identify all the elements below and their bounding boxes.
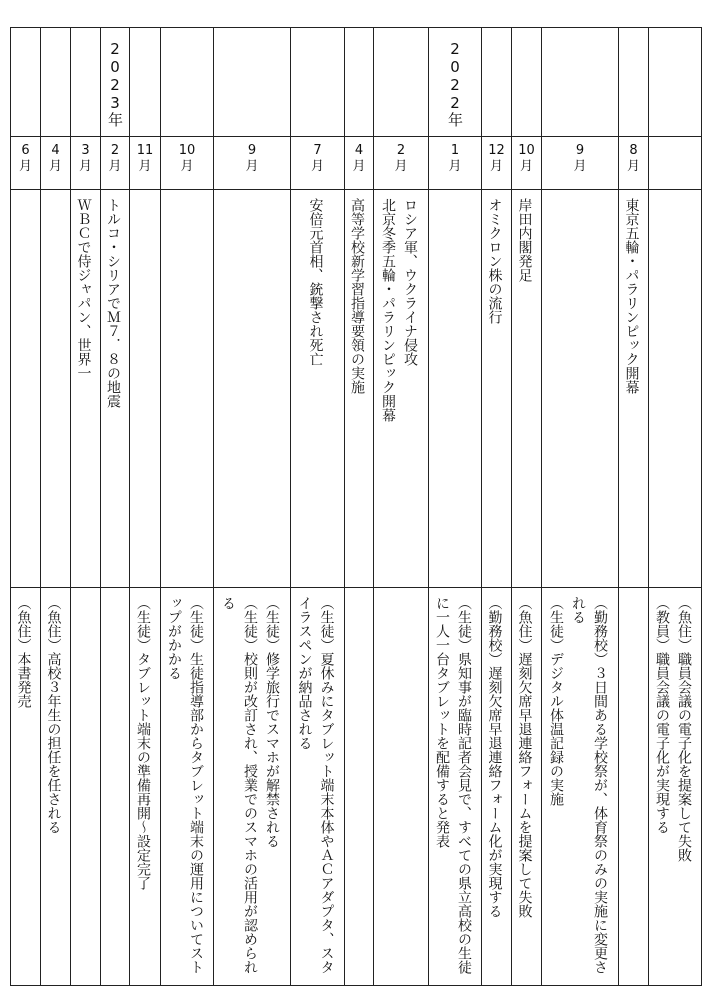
month-label: 10月 — [178, 143, 196, 174]
year-cell — [482, 28, 512, 137]
month-cell — [482, 137, 512, 190]
world-event: トルコ・シリアでＭ７．８の地震 — [105, 198, 121, 408]
personal-events-row — [11, 588, 702, 986]
month-cell — [649, 137, 702, 190]
personal-event: （魚住）遅刻欠席早退連絡フォームを提案して失敗 — [516, 596, 533, 918]
world-events-cell — [71, 190, 101, 588]
month-label: 7月 — [310, 143, 324, 174]
month-cell — [345, 137, 374, 190]
month-cell — [619, 137, 649, 190]
personal-events-cell — [482, 588, 512, 986]
personal-events-cell — [619, 588, 649, 986]
personal-events-cell — [161, 588, 214, 986]
year-cell — [11, 28, 41, 137]
month-cell — [214, 137, 291, 190]
year-cell — [214, 28, 291, 137]
world-events-cell — [345, 190, 374, 588]
personal-events-cell — [542, 588, 619, 986]
month-label: 11月 — [136, 143, 154, 174]
month-row — [11, 137, 702, 190]
world-events-cell — [41, 190, 71, 588]
year-cell — [161, 28, 214, 137]
personal-event: （生徒）夏休みにタブレット端末本体やＡＣアダプタ、スタイラスペンが納品される — [296, 596, 335, 974]
world-event: 岸田内閣発足 — [516, 198, 533, 282]
personal-events-cell — [649, 588, 702, 986]
month-label: 9月 — [573, 143, 587, 174]
world-events-cell — [619, 190, 649, 588]
month-label: 12月 — [488, 143, 505, 174]
world-event: 高等学校新学習指導要領の実施 — [349, 198, 365, 394]
personal-event: （生徒）校則が改訂され、授業でのスマホの活用が認められる — [220, 596, 258, 974]
world-events-cell — [130, 190, 161, 588]
personal-event: （魚住）高校３年生の担任を任される — [45, 596, 62, 834]
month-cell — [291, 137, 345, 190]
month-label: 1月 — [448, 143, 462, 174]
year-row — [11, 28, 702, 137]
personal-event: （勤務校）遅刻欠席早退連絡フォーム化が実現する — [486, 596, 503, 918]
year-cell — [41, 28, 71, 137]
world-events-cell — [512, 190, 542, 588]
world-event: 北京冬季五輪・パラリンピック開幕 — [380, 198, 396, 422]
month-cell — [130, 137, 161, 190]
world-events-cell — [429, 190, 482, 588]
year-cell — [71, 28, 101, 137]
month-label: 4月 — [48, 143, 62, 174]
year-cell — [619, 28, 649, 137]
personal-event: （魚住）本書発売 — [15, 596, 32, 708]
month-cell — [374, 137, 429, 190]
personal-events-cell — [11, 588, 41, 986]
personal-events-cell — [374, 588, 429, 986]
year-label: 2023年 — [106, 40, 124, 127]
month-label: 4月 — [352, 143, 366, 174]
timeline-table — [10, 27, 702, 986]
personal-event: （生徒）県知事が臨時記者会見で、すべての県立高校の生徒に一人一台タブレットを配備すると発表 — [434, 596, 472, 974]
world-events-cell — [161, 190, 214, 588]
personal-events-cell — [512, 588, 542, 986]
month-cell — [101, 137, 130, 190]
personal-event: （教員）職員会議の電子化が実現する — [654, 596, 670, 834]
personal-event: （生徒）タブレット端末の準備再開～設定完了 — [135, 596, 151, 890]
world-event: オミクロン株の流行 — [486, 198, 503, 324]
year-cell — [345, 28, 374, 137]
personal-events-cell — [130, 588, 161, 986]
personal-event: （勤務校）３日間ある学校祭が、体育祭のみの実施に変更される — [570, 596, 608, 974]
month-cell — [161, 137, 214, 190]
personal-events-cell — [71, 588, 101, 986]
month-cell — [41, 137, 71, 190]
month-label: 8月 — [626, 143, 640, 174]
year-cell — [512, 28, 542, 137]
world-events-cell — [649, 190, 702, 588]
month-cell — [71, 137, 101, 190]
month-cell — [542, 137, 619, 190]
world-event: ロシア軍、ウクライナ侵攻 — [402, 198, 418, 366]
personal-events-cell — [429, 588, 482, 986]
month-label: 10月 — [518, 143, 535, 174]
personal-events-cell — [214, 588, 291, 986]
world-events-row — [11, 190, 702, 588]
personal-event: （生徒）デジタル体温記録の実施 — [548, 596, 564, 806]
month-label: 2月 — [394, 143, 408, 174]
year-label: 2022年 — [446, 40, 464, 127]
year-cell — [542, 28, 619, 137]
year-cell — [649, 28, 702, 137]
month-cell — [429, 137, 482, 190]
personal-events-cell — [291, 588, 345, 986]
personal-event: （魚住）職員会議の電子化を提案して失敗 — [676, 596, 692, 862]
world-events-cell — [291, 190, 345, 588]
personal-events-cell — [101, 588, 130, 986]
month-cell — [11, 137, 41, 190]
world-event: ＷＢＣで侍ジャパン、世界一 — [75, 198, 92, 380]
month-cell — [512, 137, 542, 190]
month-label: 3月 — [78, 143, 92, 174]
world-events-cell — [11, 190, 41, 588]
world-events-cell — [542, 190, 619, 588]
world-events-cell — [101, 190, 130, 588]
personal-events-cell — [345, 588, 374, 986]
world-events-cell — [482, 190, 512, 588]
month-label: 2月 — [108, 143, 122, 174]
personal-event: （生徒）生徒指導部からタブレット端末の運用についてストップがかかる — [166, 596, 204, 974]
world-events-cell — [374, 190, 429, 588]
year-cell — [374, 28, 429, 137]
personal-event: （生徒）修学旅行でスマホが解禁される — [264, 596, 280, 848]
year-cell — [429, 28, 482, 137]
world-events-cell — [214, 190, 291, 588]
year-cell — [130, 28, 161, 137]
world-event: 安倍元首相、銃撃され死亡 — [307, 198, 324, 366]
year-cell — [101, 28, 130, 137]
month-label: 9月 — [245, 143, 259, 174]
world-event: 東京五輪・パラリンピック開幕 — [623, 198, 640, 394]
month-label: 6月 — [18, 143, 32, 174]
personal-events-cell — [41, 588, 71, 986]
year-cell — [291, 28, 345, 137]
